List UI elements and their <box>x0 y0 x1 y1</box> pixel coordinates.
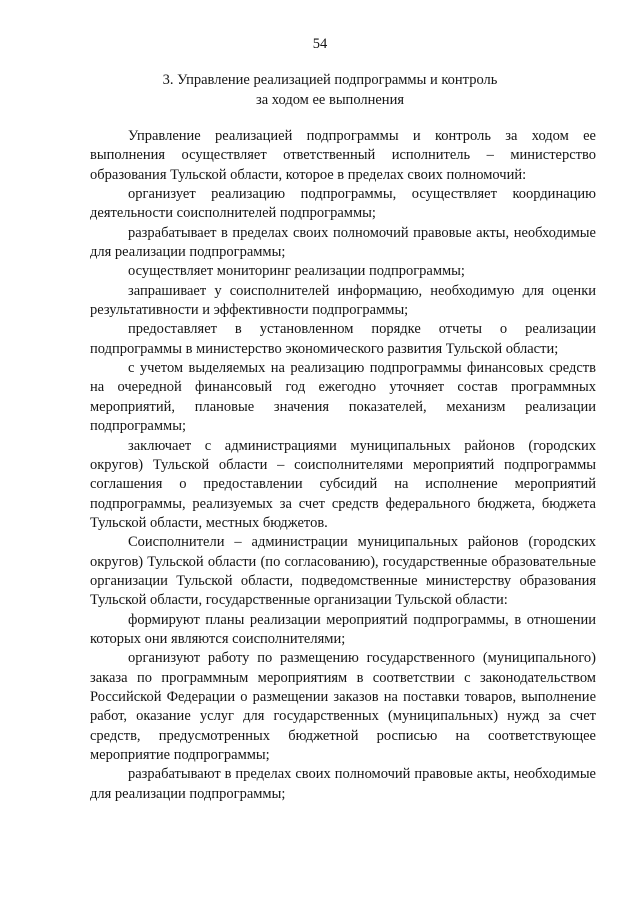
body-text <box>90 127 596 804</box>
paragraph-form-plans: формируют планы реализации мероприятий подпрограммы, в отношении которых они являются соисполнителями; <box>90 611 596 647</box>
paragraph-agreements: заключает с администрациями муниципальных районов (городских округов) Тульской области – соисполнителями мероприятий подпрограммы соглашения о предоставлении субсидий на исполнение мероприятий подпрограммы, реализуемых за счет средств федерального бюджета, бюджета Тульской области, местных бюджетов. <box>90 437 596 531</box>
page-number: 54 <box>312 36 328 52</box>
paragraph-intro: Управление реализацией подпрограммы и контроль за ходом ее выполнения осуществляет ответственный исполнитель – министерство образования Тульской области, которое в пределах своих полномочий: <box>90 128 596 183</box>
paragraph-develops-acts: разрабатывает в пределах своих полномочий правовые акты, необходимые для реализации подпрограммы; <box>90 224 596 261</box>
paragraph-develop-acts: разрабатывают в пределах своих полномочий правовые акты, необходимые для реализации подпрограммы; <box>90 766 596 802</box>
paragraph-monitoring: осуществляет мониторинг реализации подпрограммы; <box>128 263 465 280</box>
paragraph-organizes: организует реализацию подпрограммы, осуществляет координацию деятельности соисполнителей подпрограммы; <box>90 186 596 222</box>
paragraph-reports: предоставляет в установленном порядке отчеты о реализации подпрограммы в министерство экономического развития Тульской области; <box>90 321 596 357</box>
heading-line-1: 3. Управление реализацией подпрограммы и контроль <box>162 72 498 88</box>
paragraph-co-executors: Соисполнители – администрации муниципальных районов (городских округов) Тульской области (по согласованию), государственные образовательные организации Тульской области, подведомственные министерству образования Тульской области, государственные организации Тульской области: <box>90 534 596 609</box>
paragraph-requests-info: запрашивает у соисполнителей информацию, необходимую для оценки результативности и эффективности подпрограммы; <box>90 282 596 319</box>
section-heading <box>100 70 560 110</box>
heading-line-2: за ходом ее выполнения <box>256 92 404 108</box>
paragraph-clarifies: с учетом выделяемых на реализацию подпрограммы финансовых средств на очередной финансовый год ежегодно уточняет состав программных мероприятий, плановые значения показателей, механизм реализации подпрограммы; <box>90 360 596 435</box>
paragraph-organize-work: организуют работу по размещению государственного (муниципального) заказа по программным мероприятиям в соответствии с законодательством Российской Федерации о размещении заказов на поставки товаров, выполнение работ, оказание услуг для государственных (муниципальных) нужд за счет средств, предусмотренных бюджетной росписью на соответствующее мероприятие подпрограммы; <box>90 650 596 763</box>
